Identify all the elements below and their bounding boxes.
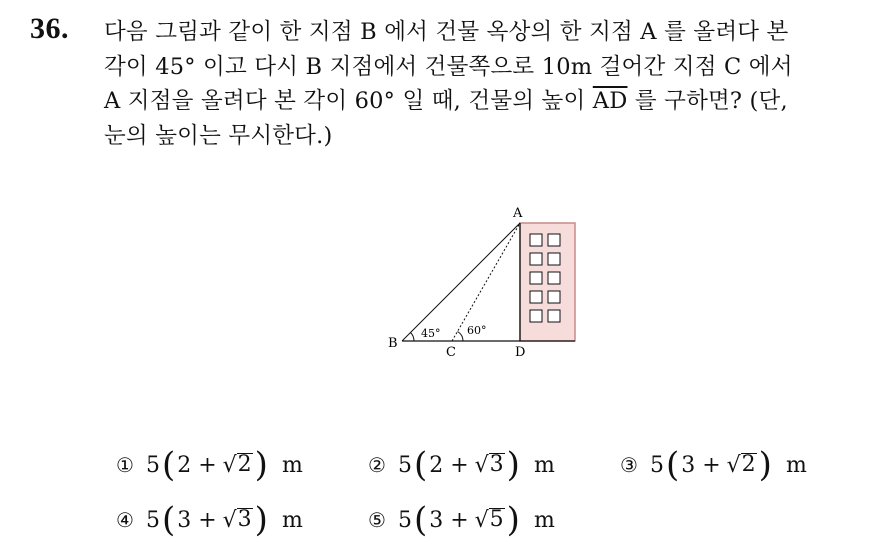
question-line-2: 각이 45° 이고 다시 B 지점에서 건물쪽으로 10m 걸어간 지점 C 에서 [104, 53, 793, 80]
question-number: 36. [30, 12, 69, 45]
choice-a: 2 [177, 452, 192, 478]
choice-mark: ① [116, 453, 134, 477]
question-line-3b: 를 구하면? (단, [634, 88, 788, 114]
choice-root: 5 [489, 506, 504, 532]
choice-unit: m [281, 507, 303, 533]
choice-unit: m [785, 452, 807, 478]
sqrt: √ 3 [222, 506, 252, 533]
choice-coef: 5 [145, 507, 160, 533]
label-d: D [515, 345, 526, 360]
choice-5[interactable]: ⑤ 5 ( 3 + √ 5 ) m [368, 500, 555, 540]
segment-ad: $\overline{AD}$ [592, 88, 628, 114]
choice-unit: m [533, 507, 555, 533]
choice-root: 2 [237, 451, 252, 477]
angle-arc-b [411, 333, 415, 342]
choice-mark: ③ [620, 453, 638, 477]
choice-coef: 5 [145, 452, 160, 478]
choice-1[interactable]: ① 5 ( 2 + √ 2 ) m [116, 445, 303, 485]
label-b: B [388, 336, 398, 351]
question-line-3a: A 지점을 올려다 본 각이 60° 일 때, 건물의 높이 [104, 88, 586, 114]
question-line-4: 눈의 높이는 무시한다.) [104, 122, 333, 149]
angle-label-b: 45° [421, 327, 441, 340]
sqrt: √ 2 [222, 451, 252, 478]
choice-a: 2 [429, 452, 444, 478]
choice-4[interactable]: ④ 5 ( 3 + √ 3 ) m [116, 500, 303, 540]
choice-root: 3 [237, 506, 252, 532]
choice-mark: ⑤ [368, 508, 386, 532]
angle-arc-c [458, 332, 464, 342]
choice-root: 2 [741, 451, 756, 477]
label-a: A [513, 206, 523, 221]
question-line-3 [104, 84, 864, 119]
sight-line-ba [402, 223, 520, 341]
angle-label-c: 60° [467, 324, 487, 337]
label-c: C [446, 345, 456, 360]
choice-unit: m [281, 452, 303, 478]
choice-mark: ④ [116, 508, 134, 532]
choice-unit: m [533, 452, 555, 478]
choice-3[interactable]: ③ 5 ( 3 + √ 2 ) m [620, 445, 807, 485]
question-line-1: 다음 그림과 같이 한 지점 B 에서 건물 옥상의 한 지점 A 를 올려다 본 [104, 19, 789, 45]
choice-2[interactable]: ② 5 ( 2 + √ 3 ) m [368, 445, 555, 485]
choice-coef: 5 [649, 452, 664, 478]
choice-mark: ② [368, 453, 386, 477]
choice-coef: 5 [397, 452, 412, 478]
sqrt: √ 3 [474, 451, 504, 478]
choice-a: 3 [681, 452, 696, 478]
choice-root: 3 [489, 451, 504, 477]
choice-coef: 5 [397, 507, 412, 533]
sqrt: √ 5 [474, 506, 504, 533]
question-text [104, 15, 864, 153]
building-figure [380, 200, 580, 365]
sqrt: √ 2 [726, 451, 756, 478]
choice-a: 3 [177, 507, 192, 533]
choice-a: 3 [429, 507, 444, 533]
